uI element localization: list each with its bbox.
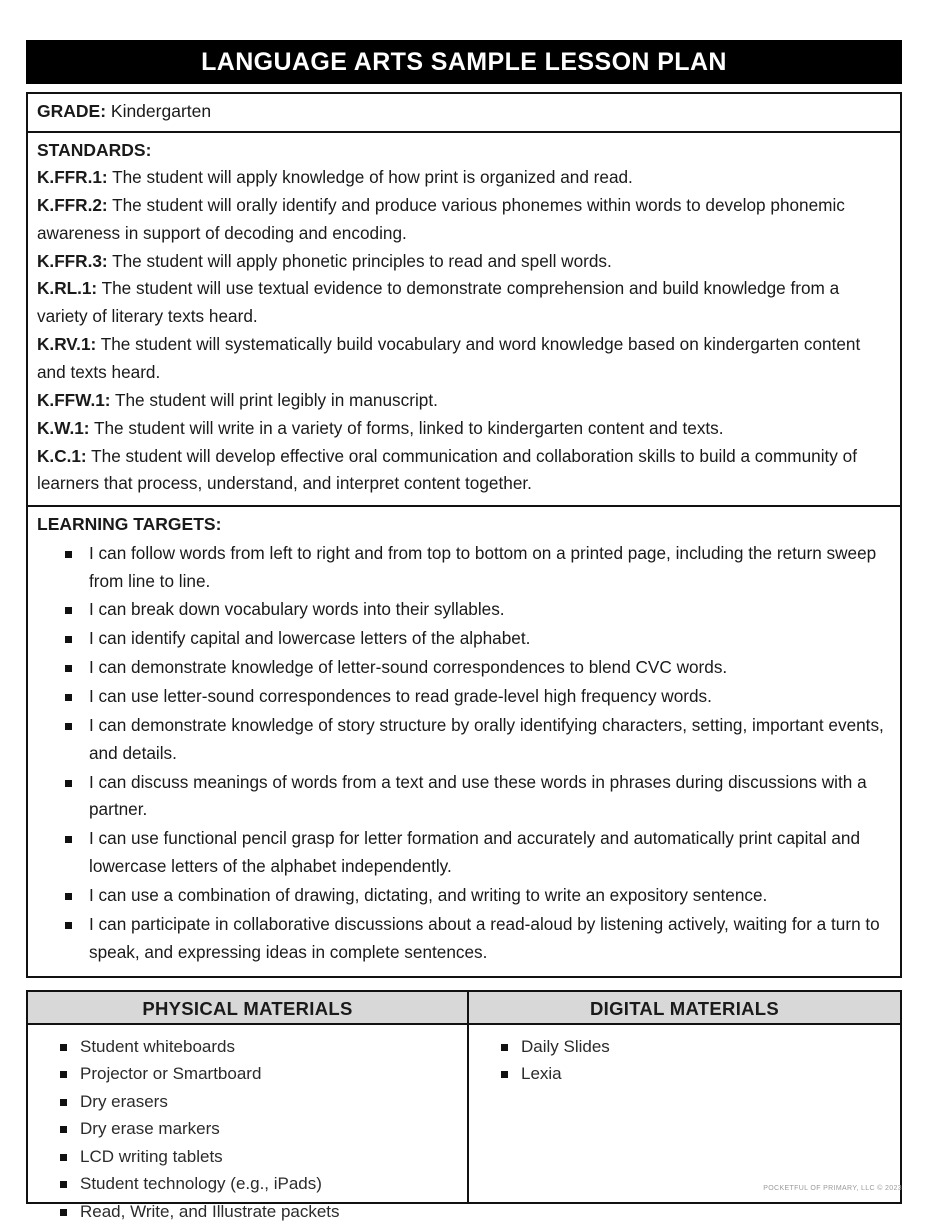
list-item: Daily Slides — [475, 1033, 894, 1061]
standard-text: The student will apply phonetic principles to read and spell words. — [107, 250, 612, 271]
grade-value: Kindergarten — [106, 101, 212, 121]
standard-code: K.RL.1: — [37, 278, 98, 299]
standard-text: The student will use textual evidence to demonstrate comprehension and build knowledge from a variety of literary texts heard. — [37, 278, 840, 327]
physical-materials-heading: PHYSICAL MATERIALS — [28, 992, 467, 1025]
standard-item — [37, 248, 891, 276]
standard-item — [37, 164, 891, 192]
list-item: I can break down vocabulary words into their syllables. — [37, 596, 891, 624]
standard-code: K.FFR.3: — [37, 250, 108, 271]
standard-text: The student will apply knowledge of how print is organized and read. — [107, 167, 633, 187]
list-item: Student whiteboards — [34, 1033, 461, 1061]
list-item: Lexia — [475, 1060, 894, 1088]
list-item: LCD writing tablets — [34, 1143, 461, 1171]
materials-table — [26, 990, 902, 1221]
digital-materials-heading: DIGITAL MATERIALS — [469, 992, 900, 1025]
learning-targets-label: LEARNING TARGETS: — [37, 514, 222, 535]
physical-materials-body — [28, 1025, 467, 1231]
digital-materials-body — [469, 1025, 900, 1202]
list-item: I can demonstrate knowledge of letter-sound correspondences to blend CVC words. — [37, 654, 891, 682]
grade-row — [28, 94, 900, 133]
list-item: I can follow words from left to right and from top to bottom on a printed page, including the return sweep from line to line. — [37, 540, 891, 596]
standards-section — [28, 133, 900, 508]
list-item: I can participate in collaborative discussions about a read-aloud by listening actively, waiting for a turn to speak, and expressing ideas in complete sentences. — [37, 911, 891, 967]
standard-code: K.FFR.1: — [37, 167, 108, 187]
standard-code: K.RV.1: — [37, 334, 97, 355]
list-item: Projector or Smartboard — [34, 1060, 461, 1088]
standard-text: The student will develop effective oral communication and collaboration skills to build a community of learners that process, understand, and interpret content together. — [37, 445, 858, 494]
standard-item — [37, 387, 891, 415]
list-item: I can identify capital and lowercase letters of the alphabet. — [37, 625, 891, 653]
standard-code: K.FFR.2: — [37, 194, 108, 215]
learning-targets-section — [28, 507, 900, 975]
grade-label: GRADE: — [37, 101, 107, 121]
standard-item — [37, 443, 891, 499]
list-item: Dry erase markers — [34, 1115, 461, 1143]
list-item: I can use a combination of drawing, dictating, and writing to write an expository sentence. — [37, 882, 891, 910]
list-item: I can use letter-sound correspondences to read grade-level high frequency words. — [37, 683, 891, 711]
standard-text: The student will orally identify and produce various phonemes within words to develop phonemic awareness in support of decoding and encoding. — [37, 194, 845, 243]
copyright-footer: POCKETFUL OF PRIMARY, LLC © 2023 — [763, 1185, 902, 1192]
physical-materials-column — [28, 992, 469, 1221]
standard-item — [37, 415, 891, 443]
learning-targets-list — [37, 540, 891, 967]
standard-item — [37, 331, 891, 387]
standard-code: K.W.1: — [37, 417, 90, 438]
list-item: Dry erasers — [34, 1088, 461, 1116]
list-item: I can discuss meanings of words from a text and use these words in phrases during discussions with a partner. — [37, 769, 891, 825]
lesson-plan-main-block — [26, 92, 902, 978]
list-item: I can demonstrate knowledge of story structure by orally identifying characters, setting, important events, and details. — [37, 712, 891, 768]
list-item: Read, Write, and Illustrate packets — [34, 1198, 461, 1226]
list-item: Student technology (e.g., iPads) — [34, 1170, 461, 1198]
digital-materials-column — [469, 992, 900, 1202]
standard-text: The student will systematically build vocabulary and word knowledge based on kindergarten content and texts heard. — [37, 334, 861, 383]
physical-materials-list — [34, 1033, 461, 1226]
standard-item — [37, 275, 891, 331]
digital-materials-list — [475, 1033, 894, 1088]
standard-text: The student will write in a variety of forms, linked to kindergarten content and texts. — [89, 417, 724, 438]
standard-item — [37, 192, 891, 248]
standards-list — [37, 164, 891, 498]
standard-text: The student will print legibly in manuscript. — [110, 389, 438, 410]
standards-label: STANDARDS: — [37, 139, 152, 160]
list-item: I can use functional pencil grasp for letter formation and accurately and automatically print capital and lowercase letters of the alphabet independently. — [37, 825, 891, 881]
page-title: LANGUAGE ARTS SAMPLE LESSON PLAN — [26, 40, 902, 84]
standard-code: K.FFW.1: — [37, 389, 111, 410]
standard-code: K.C.1: — [37, 445, 87, 466]
